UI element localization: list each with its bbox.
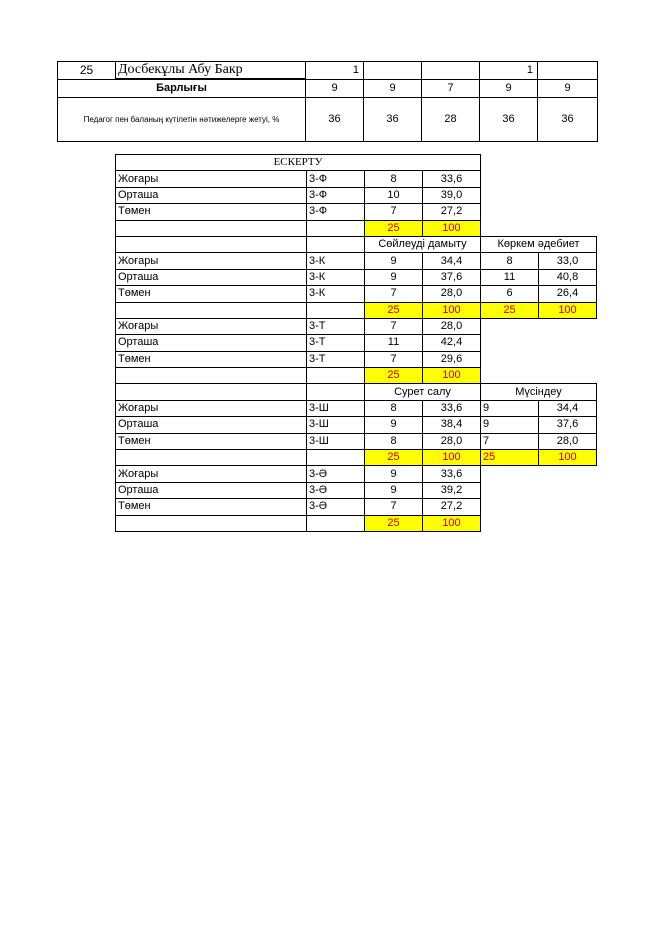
- count-cell: 7: [365, 318, 423, 334]
- row-number-cell: 25: [58, 62, 116, 80]
- count-cell: 9: [365, 417, 423, 433]
- total-count-cell: 25: [365, 302, 423, 318]
- percent-cell: 37,6: [423, 269, 481, 285]
- percent-cell: 33,6: [423, 400, 481, 416]
- achievement-row: [58, 98, 598, 142]
- total-cell: 7: [422, 79, 480, 98]
- total-count-cell: 25: [481, 302, 539, 318]
- level-cell: Төмен: [116, 351, 307, 367]
- section-header-row: [116, 384, 597, 400]
- percent-cell: 37,6: [539, 417, 597, 433]
- total-count-cell: 25: [365, 368, 423, 384]
- count-cell: 7: [365, 499, 423, 515]
- count-cell: 9: [365, 253, 423, 269]
- sculpting-header: Мүсіндеу: [481, 384, 597, 400]
- percent-cell: 42,4: [423, 335, 481, 351]
- fiction-header: Көркем әдебиет: [481, 236, 597, 252]
- total-percent-cell: 100: [423, 450, 481, 466]
- code-cell: 3-Ш: [307, 417, 365, 433]
- percent-cell: 38,4: [423, 417, 481, 433]
- table-row: [116, 417, 597, 433]
- total-cell: 9: [306, 79, 364, 98]
- table-row: [116, 466, 597, 482]
- level-cell: Төмен: [116, 204, 307, 220]
- summary-title: ЕСКЕРТУ: [116, 155, 481, 171]
- level-cell: Төмен: [116, 286, 307, 302]
- code-cell: 3-Ф: [307, 187, 365, 203]
- level-cell: Орташа: [116, 417, 307, 433]
- table-row: [116, 171, 597, 187]
- level-cell: Жоғары: [116, 466, 307, 482]
- count-cell: 11: [481, 269, 539, 285]
- count-cell: 7: [365, 204, 423, 220]
- table-row: [116, 269, 597, 285]
- percent-cell: 40,8: [539, 269, 597, 285]
- count-cell: 10: [365, 187, 423, 203]
- total-row: [58, 79, 598, 98]
- total-count-cell: 25: [481, 450, 539, 466]
- table-row: [116, 433, 597, 449]
- student-name-cell: Досбекұлы Абу Бакр: [116, 62, 306, 80]
- total-percent-cell: 100: [423, 302, 481, 318]
- count-cell: 7: [481, 433, 539, 449]
- code-cell: 3-Т: [307, 351, 365, 367]
- level-cell: Орташа: [116, 335, 307, 351]
- total-percent-cell: 100: [539, 450, 597, 466]
- percent-cell: 28,0: [423, 433, 481, 449]
- total-cell: 9: [538, 79, 598, 98]
- level-cell: Төмен: [116, 433, 307, 449]
- total-label: Барлығы: [58, 79, 306, 98]
- total-count-cell: 25: [365, 515, 423, 531]
- code-cell: 3-К: [307, 286, 365, 302]
- percent-cell: 33,0: [539, 253, 597, 269]
- code-cell: 3-К: [307, 269, 365, 285]
- percent-cell: 33,6: [423, 171, 481, 187]
- percent-cell: 27,2: [423, 499, 481, 515]
- achievement-cell: 36: [306, 98, 364, 142]
- code-cell: 3-Ә: [307, 482, 365, 498]
- table-row: [116, 286, 597, 302]
- table-row: [116, 318, 597, 334]
- group-total-row: [116, 368, 597, 384]
- summary-table: [115, 154, 597, 532]
- table-row: [116, 400, 597, 416]
- table-row: [116, 204, 597, 220]
- achievement-cell: 36: [480, 98, 538, 142]
- count-cell: 8: [365, 171, 423, 187]
- achievement-cell: 28: [422, 98, 480, 142]
- code-cell: 3-К: [307, 253, 365, 269]
- count-cell: 11: [365, 335, 423, 351]
- level-cell: Орташа: [116, 269, 307, 285]
- achievement-cell: 36: [364, 98, 422, 142]
- total-percent-cell: 100: [423, 368, 481, 384]
- count-cell: 9: [365, 466, 423, 482]
- level-cell: Жоғары: [116, 318, 307, 334]
- total-cell: 9: [364, 79, 422, 98]
- percent-cell: 29,6: [423, 351, 481, 367]
- total-count-cell: 25: [365, 220, 423, 236]
- level-cell: Жоғары: [116, 171, 307, 187]
- percent-cell: 26,4: [539, 286, 597, 302]
- percent-cell: 28,0: [423, 318, 481, 334]
- achievement-label: Педагог пен баланың күтілетін нәтижелерге жетуі, %: [58, 98, 306, 142]
- percent-cell: 34,4: [423, 253, 481, 269]
- table-row: [116, 253, 597, 269]
- count-cell: 9: [365, 482, 423, 498]
- level-cell: Орташа: [116, 482, 307, 498]
- percent-cell: 39,2: [423, 482, 481, 498]
- percent-cell: 28,0: [423, 286, 481, 302]
- achievement-cell: 36: [538, 98, 598, 142]
- count-cell: 8: [481, 253, 539, 269]
- student-mark-cell: [422, 62, 480, 80]
- percent-cell: 28,0: [539, 433, 597, 449]
- count-cell: 7: [365, 286, 423, 302]
- code-cell: 3-Т: [307, 318, 365, 334]
- count-cell: 8: [365, 433, 423, 449]
- level-cell: Жоғары: [116, 400, 307, 416]
- percent-cell: 34,4: [539, 400, 597, 416]
- count-cell: 9: [365, 269, 423, 285]
- code-cell: 3-Ф: [307, 204, 365, 220]
- total-count-cell: 25: [365, 450, 423, 466]
- code-cell: 3-Ш: [307, 433, 365, 449]
- student-mark-cell: [538, 62, 598, 80]
- total-cell: 9: [480, 79, 538, 98]
- group-total-row: [116, 450, 597, 466]
- count-cell: 7: [365, 351, 423, 367]
- code-cell: 3-Ә: [307, 499, 365, 515]
- table-row: [116, 335, 597, 351]
- table-row: [116, 482, 597, 498]
- table-row: [116, 187, 597, 203]
- total-percent-cell: 100: [423, 220, 481, 236]
- count-cell: 9: [481, 400, 539, 416]
- group-total-row: [116, 220, 597, 236]
- student-mark-cell: [364, 62, 422, 80]
- table-row: [116, 351, 597, 367]
- level-cell: Төмен: [116, 499, 307, 515]
- table-row: [116, 499, 597, 515]
- student-mark-cell: 1: [306, 62, 364, 80]
- code-cell: 3-Ә: [307, 466, 365, 482]
- summary-title-row: [116, 155, 597, 171]
- count-cell: 8: [365, 400, 423, 416]
- student-row: [58, 62, 598, 80]
- group-total-row: [116, 515, 597, 531]
- level-cell: Орташа: [116, 187, 307, 203]
- percent-cell: 33,6: [423, 466, 481, 482]
- total-percent-cell: 100: [539, 302, 597, 318]
- total-percent-cell: 100: [423, 515, 481, 531]
- count-cell: 9: [481, 417, 539, 433]
- code-cell: 3-Т: [307, 335, 365, 351]
- percent-cell: 27,2: [423, 204, 481, 220]
- drawing-header: Сурет салу: [365, 384, 481, 400]
- group-total-row: [116, 302, 597, 318]
- speech-header: Сөйлеуді дамыту: [365, 236, 481, 252]
- section-header-row: [116, 236, 597, 252]
- code-cell: 3-Ш: [307, 400, 365, 416]
- percent-cell: 39,0: [423, 187, 481, 203]
- student-mark-cell: 1: [480, 62, 538, 80]
- count-cell: 6: [481, 286, 539, 302]
- level-cell: Жоғары: [116, 253, 307, 269]
- code-cell: 3-Ф: [307, 171, 365, 187]
- student-results-table: [57, 61, 598, 142]
